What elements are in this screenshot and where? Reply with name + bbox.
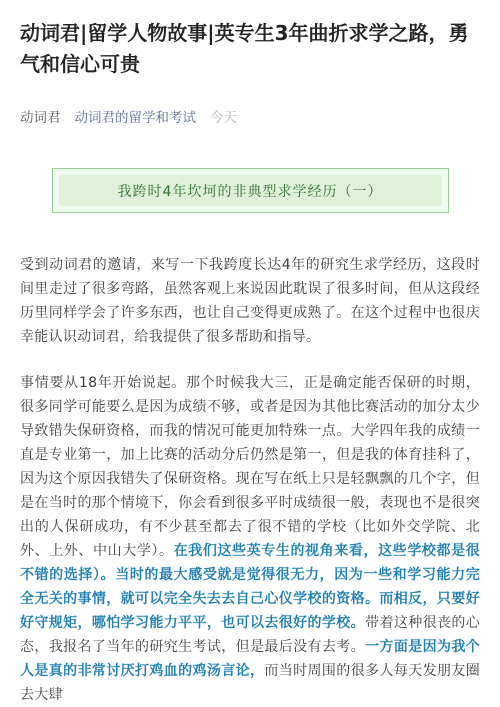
article-title: 动词君|留学人物故事|英专生3年曲折求学之路，勇气和信心可贵 [20,21,469,76]
paragraph-story [20,371,480,707]
highlight-text: 在我们这些英专生的视角来看，这些学校都是很不错的选择）。当时的最大感受就是觉得很无力，因为一些和学习能力完全无关的事情，就可以完全失去去自己心仪学校的资格。而相反，只要好好守规矩，哪怕学习能力平平，也可以去很好的学校。 [20,543,480,631]
section-banner [52,168,449,213]
account-link[interactable]: 动词君的留学和考试 [74,110,196,126]
article-body [20,253,480,707]
paragraph-story-text: 事情要从18年开始说起。那个时候我大三，正是确定能否保研的时期，很多同学可能要么是因为成绩不够，或者是因为其他比赛活动的加分太少导致错失保研资格，而我的情况可能更加特殊一点。大学四年我的成绩一直是专业第一，加上比赛的活动分后仍然是第一，但是我的体育挂科了，因为这个原因我错失了保研资格。现在写在纸上只是轻飘飘的几个字，但是在当时的那个情境下，你会看到很多平时成绩很一般，表现也不是很突出的人保研成功，有不少甚至都去了很不错的学校（比如外交学院、北外、上外、中山大学）。 [20,375,480,559]
article-meta [20,106,480,126]
highlight-text: 一方面是因为我个人是真的非常讨厌打鸡血的鸡汤言论， [20,639,481,679]
publish-time: 今天 [210,110,237,126]
author-name[interactable]: 动词君 [20,110,61,126]
section-banner-text: 我跨时4年坎坷的非典型求学经历（一） [59,175,442,206]
paragraph-story-text: 带着这种很丧的心态，我报名了当年的研究生考试，但是最后没有去考。 [20,615,481,655]
paragraph-story-text: 而当时周围的很多人每天发朋友圈去大肆 [20,663,481,703]
paragraph-intro: 受到动词君的邀请，来写一下我跨度长达4年的研究生求学经历，这段时间里走过了很多弯路，虽然客观上来说因此耽误了很多时间，但从这段经历里同样学会了许多东西，也让自己变得更成熟了。在这个过程中也很庆幸能认识动词君，给我提供了很多帮助和指导。 [20,257,480,345]
